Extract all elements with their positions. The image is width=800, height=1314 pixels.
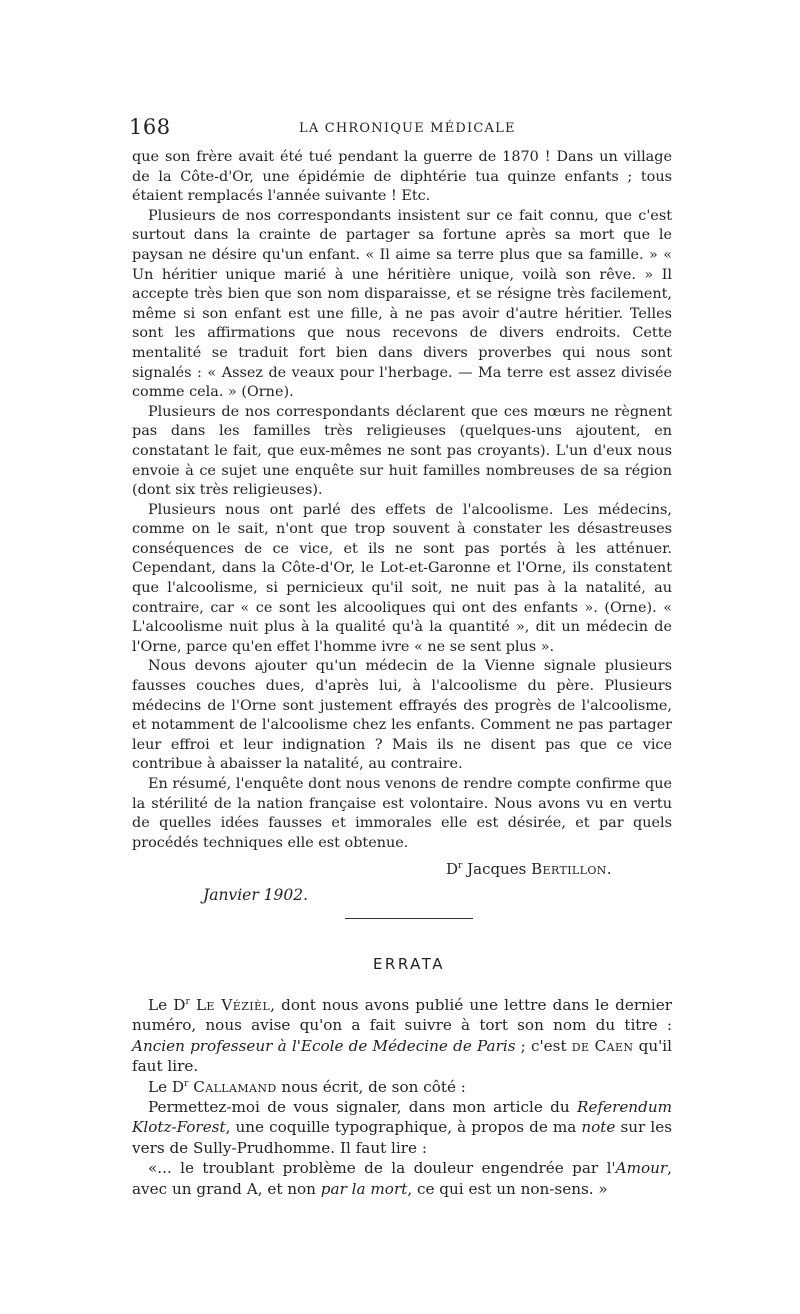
errata-name: Callamand xyxy=(193,1077,277,1096)
errata-text: , dont nous avons publié une lettre dans le dernier numéro, nous avise qu'on a fait suivre à tort son nom du titre : xyxy=(132,996,673,1035)
paragraph-1: que son frère avait été tué pendant la guerre de 1870 ! Dans un village de la Côte-d'Or, une épidémie de diphtérie tua quinze enfants ; tous étaient remplacés l'année suivante ! Etc. xyxy=(132,149,672,205)
errata-smallcaps: de xyxy=(571,1036,590,1055)
errata-italic: par la mort xyxy=(320,1179,408,1198)
article-body xyxy=(132,148,672,853)
errata-text: , une coquille typographique, à propos de ma xyxy=(225,1118,582,1137)
errata-text: qu'il faut lire. xyxy=(132,1036,672,1076)
errata-sup: r xyxy=(185,996,190,1007)
running-title: LA CHRONIQUE MÉDICALE xyxy=(299,121,516,136)
errata-name: Le Vézièl xyxy=(195,996,271,1014)
paragraph-4: Plusieurs nous ont parlé des effets de l'alcoolisme. Les médecins, comme on le sait, n'ont que trop souvent à constater les désastreuses conséquences de ce vice, et ils ne sont pas portés à les atténuer. Cependant, dans la Côte-d'Or, le Lot-et-Garonne et l'Orne, ils constatent que l'alcoolisme, si pernicieux qu'il soit, ne nuit pas à la natalité, au contraire, car « ce sont les alcooliques qui ont des enfants ». (Orne). « L'alcoolisme nuit plus à la qualité qu'à la quantité », dit un médecin de l'Orne, parce qu'en effet l'homme ivre « ne se sent plus ». xyxy=(132,501,672,655)
signature-surname: Bertillon xyxy=(531,860,607,878)
errata-text: , avec un grand A, et non xyxy=(132,1159,672,1198)
page-number: 168 xyxy=(129,115,171,139)
paragraph-2: Plusieurs de nos correspondants insistent sur ce fait connu, que c'est surtout dans la crainte de partager sa fortune après sa mort que le paysan ne désire qu'un enfant. « Il aime sa terre plus que sa famille. » « Un héritier unique marié à une héritière unique, voilà son rêve. » Il accepte très bien que son nom disparaisse, et se résigne très facilement, même si son enfant est une fille, à ne pas avoir d'autre héritier. Telles sont les affirmations que nous recevons de divers endroits. Cette mentalité se traduit fort bien dans divers proverbes qui nous sont signalés : « Assez de veaux pour l'herbage. — Ma terre est assez divisée comme cela. » (Orne). xyxy=(132,207,672,401)
errata-paragraph-4 xyxy=(132,1158,672,1199)
errata-text: ; c'est xyxy=(515,1036,567,1055)
errata-paragraph-3 xyxy=(132,1097,672,1158)
errata-italic: Referendum Klotz-Forest xyxy=(132,1098,672,1137)
page-header xyxy=(129,115,673,141)
errata-italic: note xyxy=(581,1118,616,1137)
paragraph-5: Nous devons ajouter qu'un médecin de la Vienne signale plusieurs fausses couches dues, d'après lui, à l'alcoolisme du père. Plusieurs médecins de l'Orne sont justement effrayés des progrès de l'alcoolisme, et notamment de l'alcoolisme chez les enfants. Comment ne pas partager leur effroi et leur indignation ? Mais ils ne disent pas que ce vice contribue à abaisser la natalité, au contraire. xyxy=(132,658,672,773)
section-divider xyxy=(345,918,473,919)
signature-first-name: Jacques xyxy=(467,860,527,878)
errata-text: Permettez-moi de vous signaler, dans mon article du xyxy=(148,1098,578,1117)
paragraph-6: En résumé, l'enquête dont nous venons de rendre compte confirme que la stérilité de la nation française est volontaire. Nous avons vu en vertu de quelles idées fausses et immorales elle est désirée, et par quels procédés techniques elle est obtenue. xyxy=(132,776,672,851)
signature-prefix: D xyxy=(446,860,459,878)
errata-text: «... le troublant problème de la douleur engendrée par l' xyxy=(148,1159,616,1178)
errata-text: Le D xyxy=(148,996,186,1014)
errata-smallcaps: Caen xyxy=(594,1036,634,1055)
errata-text: nous écrit, de son côté : xyxy=(276,1077,466,1096)
errata-paragraph-1 xyxy=(132,995,672,1077)
paragraph-3: Plusieurs de nos correspondants déclarent que ces mœurs ne règnent pas dans les familles très religieuses (quelques-uns ajoutent, en constatant le fait, que eux-mêmes ne sont pas croyants). L'un d'eux nous envoie à ce sujet une enquête sur huit familles nombreuses de sa région (dont six très religieuses). xyxy=(132,403,672,499)
errata-italic-title: Ancien professeur à l'Ecole de Médecine de Paris xyxy=(132,1036,516,1055)
errata-paragraph-2 xyxy=(132,1077,672,1097)
errata-heading: ERRATA xyxy=(372,955,446,973)
errata-sup: r xyxy=(184,1078,189,1089)
article-date: Janvier 1902. xyxy=(203,886,309,904)
signature-sup: r xyxy=(458,861,463,871)
signature-end: . xyxy=(606,860,612,878)
errata-text: , ce qui est un non-sens. » xyxy=(407,1179,608,1198)
errata-text: Le D xyxy=(148,1077,185,1096)
errata-italic: Amour xyxy=(615,1159,668,1178)
errata-text: sur les vers de Sully-Prudhomme. Il faut lire : xyxy=(132,1118,672,1157)
author-signature xyxy=(446,860,612,878)
errata-body xyxy=(132,995,672,1199)
